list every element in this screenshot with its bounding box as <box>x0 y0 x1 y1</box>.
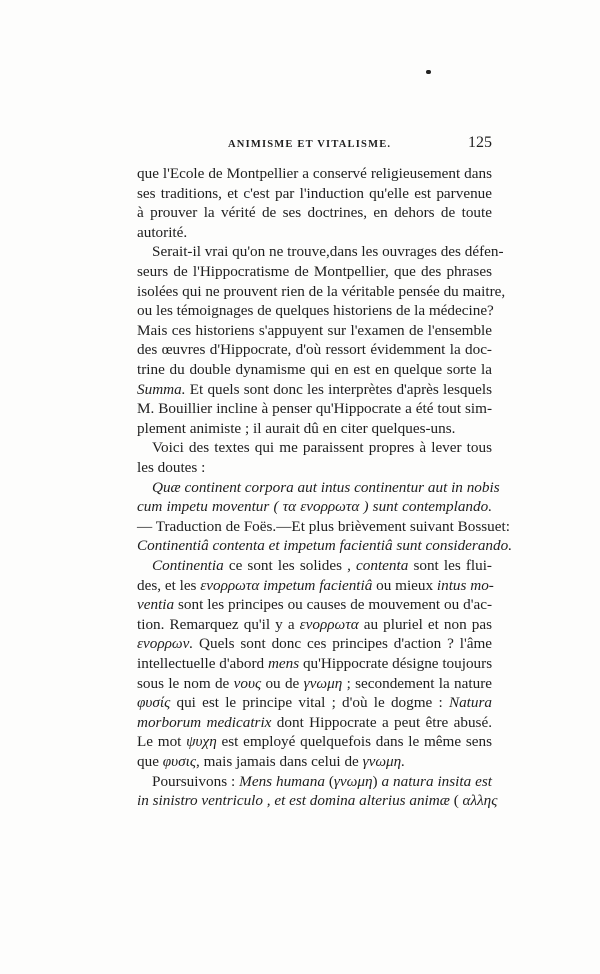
text-run: qu'Hippocrate désigne toujours <box>299 655 493 672</box>
page-number: 125 <box>468 134 492 151</box>
text-run: ce sont les solides , <box>223 557 357 574</box>
italic-text: ενορρωτα impetum facientiâ <box>200 576 373 594</box>
text-run: dont Hippocrate a peut être abusé. <box>271 713 492 731</box>
italic-text: Quæ continent corpora aut intus continentur aut in nobis <box>152 478 500 496</box>
text-run: les doutes : <box>137 459 206 476</box>
text-line <box>137 732 492 752</box>
italic-text: a natura insita est <box>381 772 493 790</box>
text-run: que <box>137 753 163 770</box>
text-line <box>137 674 492 694</box>
text-run: M. Bouillier incline à penser qu'Hippocrate a été tout sim- <box>137 400 492 418</box>
text-line <box>137 517 510 537</box>
text-line <box>137 399 492 419</box>
text-run: Mais ces historiens s'appuyent sur l'examen de l'ensemble <box>137 321 492 339</box>
italic-text: Natura <box>448 694 492 712</box>
text-line <box>137 419 492 439</box>
text-line <box>137 536 512 556</box>
text-run: tion. Remarquez qu'il y a <box>137 615 300 633</box>
italic-text: Mens humana <box>239 772 325 790</box>
text-run: — Traduction de Foës.—Et plus brièvement suivant Bossuet: <box>137 517 510 535</box>
text-run: sont les principes ou causes de mouvement ou d'ac- <box>174 596 492 614</box>
text-line <box>137 164 492 184</box>
text-run: trine du double dynamisme qui en est en quelque sorte la <box>137 361 492 378</box>
text-line <box>137 615 492 635</box>
text-line <box>152 438 492 458</box>
text-run: est employé quelquefois dans le même sens <box>216 733 492 751</box>
italic-text: Continentia <box>152 557 224 574</box>
italic-text: νους <box>233 674 262 692</box>
italic-text: ( τα ενορρωτα ) <box>269 498 373 516</box>
italic-text: ventia <box>137 596 175 614</box>
text-run: ses traditions, et c'est par l'induction qu'elle est parvenue <box>137 184 492 202</box>
text-line <box>137 282 506 302</box>
text-run: ) <box>372 772 382 790</box>
text-line <box>152 556 492 576</box>
text-run: sont les flui- <box>408 557 492 574</box>
italic-text: φυσίς <box>137 694 171 712</box>
text-run: Le mot <box>137 733 187 751</box>
text-run: seurs de l'Hippocratisme de Montpellier, que des phrases <box>137 263 492 280</box>
text-line <box>137 595 492 615</box>
text-run: ( <box>449 792 463 810</box>
text-run: Quels sont donc ces principes d'action ? l'âme <box>193 635 492 653</box>
italic-text: φυσις <box>162 753 196 770</box>
text-run: qui est le principe vital ; d'où le dogme : <box>170 694 449 712</box>
text-line <box>137 576 492 596</box>
text-line <box>137 262 492 282</box>
text-run: Serait-il vrai qu'on ne trouve,dans les ouvrages des défen- <box>152 243 504 261</box>
italic-text: αλλης <box>462 792 498 810</box>
italic-text: morborum medicatrix <box>137 713 272 731</box>
text-line <box>137 791 498 811</box>
text-run: intellectuelle d'abord <box>137 655 268 672</box>
text-line <box>137 693 492 713</box>
text-run: au pluriel et non pas <box>358 615 492 633</box>
italic-text: γνωμη <box>333 772 373 790</box>
ink-speck <box>426 70 431 74</box>
text-line <box>137 713 492 733</box>
italic-text: mens <box>267 655 300 672</box>
text-line <box>137 752 492 772</box>
text-run: sous le nom de <box>137 674 234 692</box>
italic-text: Summa. <box>137 380 186 398</box>
italic-text: cum impetu moventur <box>137 498 270 516</box>
text-run: ; secondement la nature <box>342 674 492 692</box>
text-run: que l'Ecole de Montpellier a conservé religieusement dans <box>137 165 492 182</box>
text-line <box>137 654 492 674</box>
text-line <box>137 634 492 654</box>
text-run: isolées qui ne prouvent rien de la véritable pensée du maitre, <box>137 282 506 300</box>
italic-text: ενορρων. <box>137 635 194 653</box>
text-run: ou mieux <box>372 576 437 594</box>
italic-text: Continentiâ contenta et impetum facientiâ sunt considerando. <box>137 537 512 555</box>
text-line <box>137 360 492 380</box>
text-line <box>152 478 500 498</box>
text-line <box>137 380 492 400</box>
text-run: à prouver la vérité de ses doctrines, en dehors de toute <box>137 204 492 222</box>
text-run: Poursuivons : <box>152 772 240 790</box>
text-run: ou de <box>261 674 304 692</box>
text-run: , mais jamais dans celui de <box>195 753 363 770</box>
text-run: plement animiste ; il aurait dû en citer quelques-uns. <box>137 419 456 437</box>
italic-text: ψυχη <box>186 733 217 751</box>
text-line <box>137 203 492 223</box>
italic-text: sunt contemplando. <box>372 498 492 516</box>
italic-text: contenta <box>356 557 409 574</box>
text-line <box>137 321 492 341</box>
text-line <box>152 772 492 792</box>
text-run: ou les témoignages de quelques historiens de la médecine? <box>137 302 494 320</box>
text-line <box>137 458 492 478</box>
italic-text: in sinistro ventriculo , et est domina alterius animæ <box>137 792 450 810</box>
text-line <box>137 497 492 517</box>
italic-text: intus mo- <box>436 576 494 594</box>
text-line <box>137 301 492 321</box>
italic-text: γνωμη <box>303 674 343 692</box>
italic-text: ενορρωτα <box>299 615 359 633</box>
text-run: des œuvres d'Hippocrate, d'où ressort évidemment la doc- <box>137 341 492 359</box>
text-line <box>137 223 492 243</box>
text-run: des, et les <box>137 576 201 594</box>
text-line <box>152 242 504 262</box>
text-run: ( <box>324 772 334 790</box>
running-title: ANIMISME ET VITALISME. <box>228 139 392 150</box>
text-run: Et quels sont donc les interprètes d'après lesquels <box>185 380 492 398</box>
text-line <box>137 340 492 360</box>
italic-text: γνωμη. <box>362 753 405 770</box>
text-line <box>137 184 492 204</box>
text-run: autorité. <box>137 223 188 241</box>
text-run: Voici des textes qui me paraissent propres à lever tous <box>152 439 492 457</box>
